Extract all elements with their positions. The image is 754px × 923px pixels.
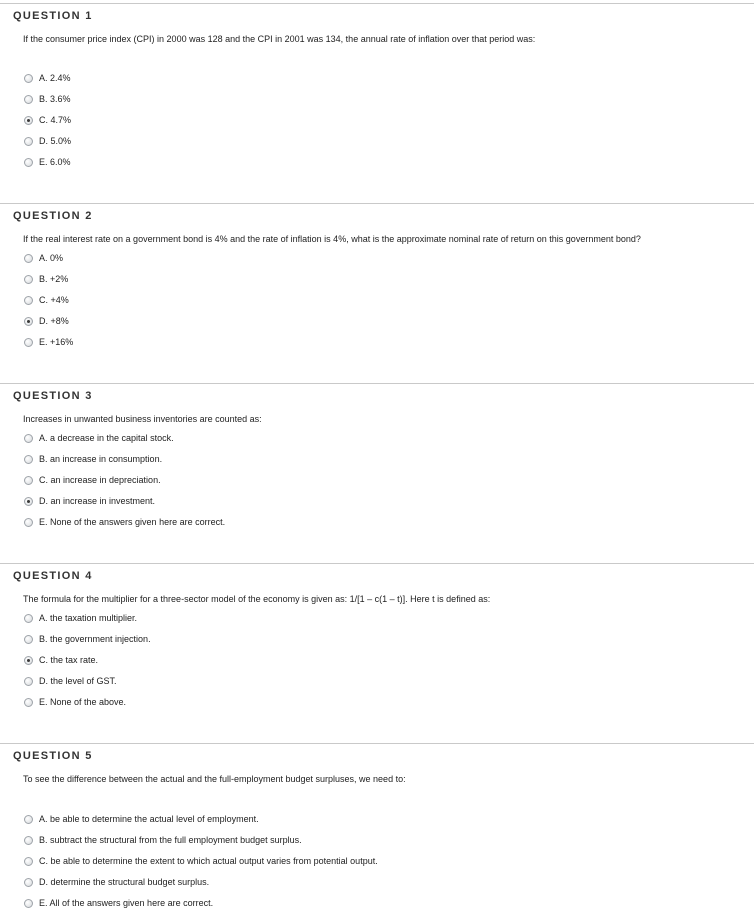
radio-button[interactable] xyxy=(24,74,33,83)
radio-button[interactable] xyxy=(24,254,33,263)
answer-label: B. the government injection. xyxy=(39,633,151,644)
answer-label: B. subtract the structural from the full employment budget surplus. xyxy=(39,834,302,845)
answer-option-b[interactable] xyxy=(24,268,73,289)
radio-button[interactable] xyxy=(24,476,33,485)
radio-button[interactable] xyxy=(24,137,33,146)
answer-option-e[interactable] xyxy=(24,892,378,913)
answer-options xyxy=(24,427,225,532)
answer-label: D. an increase in investment. xyxy=(39,495,156,506)
radio-button[interactable] xyxy=(24,635,33,644)
answer-label: A. be able to determine the actual level of employment. xyxy=(39,813,259,824)
answer-label: E. All of the answers given here are correct. xyxy=(39,897,214,908)
question-heading: QUESTION 5 xyxy=(13,750,93,762)
answer-option-d[interactable] xyxy=(24,670,151,691)
radio-button[interactable] xyxy=(24,878,33,887)
radio-button[interactable] xyxy=(24,317,33,326)
answer-label: C. be able to determine the extent to which actual output varies from potential output. xyxy=(39,855,378,866)
answer-options xyxy=(24,67,71,172)
answer-label: B. an increase in consumption. xyxy=(39,453,163,464)
question-heading: QUESTION 2 xyxy=(13,210,93,222)
answer-label: B. 3.6% xyxy=(39,93,71,104)
radio-button[interactable] xyxy=(24,296,33,305)
radio-button[interactable] xyxy=(24,857,33,866)
answer-label: A. a decrease in the capital stock. xyxy=(39,432,174,443)
answer-label: D. 5.0% xyxy=(39,135,72,146)
answer-option-e[interactable] xyxy=(24,331,73,352)
radio-button[interactable] xyxy=(24,95,33,104)
answer-option-a[interactable] xyxy=(24,607,151,628)
answer-option-b[interactable] xyxy=(24,628,151,649)
answer-label: D. +8% xyxy=(39,315,69,326)
answer-option-e[interactable] xyxy=(24,151,71,172)
answer-label: A. 2.4% xyxy=(39,72,71,83)
radio-button[interactable] xyxy=(24,497,33,506)
answer-label: C. an increase in depreciation. xyxy=(39,474,161,485)
answer-option-a[interactable] xyxy=(24,808,378,829)
answer-label: A. 0% xyxy=(39,252,64,263)
answer-label: E. None of the answers given here are correct. xyxy=(39,516,226,527)
radio-button[interactable] xyxy=(24,518,33,527)
answer-option-c[interactable] xyxy=(24,850,378,871)
answer-label: C. +4% xyxy=(39,294,69,305)
question-text: Increases in unwanted business inventories are counted as: xyxy=(23,414,262,424)
question-1 xyxy=(0,3,754,183)
answer-option-c[interactable] xyxy=(24,649,151,670)
answer-label: A. the taxation multiplier. xyxy=(39,612,138,623)
radio-button[interactable] xyxy=(24,275,33,284)
radio-button[interactable] xyxy=(24,698,33,707)
radio-button[interactable] xyxy=(24,656,33,665)
answer-option-b[interactable] xyxy=(24,88,71,109)
question-3 xyxy=(0,383,754,563)
answer-option-d[interactable] xyxy=(24,490,225,511)
answer-option-d[interactable] xyxy=(24,310,73,331)
answer-options xyxy=(24,247,73,352)
answer-option-c[interactable] xyxy=(24,469,225,490)
answer-option-a[interactable] xyxy=(24,67,71,88)
radio-button[interactable] xyxy=(24,116,33,125)
radio-button[interactable] xyxy=(24,677,33,686)
answer-option-c[interactable] xyxy=(24,109,71,130)
radio-button[interactable] xyxy=(24,434,33,443)
question-text: The formula for the multiplier for a three-sector model of the economy is given as: 1/[1 – c(1 – t)]. Here t is defined as: xyxy=(23,594,491,604)
radio-button[interactable] xyxy=(24,815,33,824)
answer-option-c[interactable] xyxy=(24,289,73,310)
answer-label: D. the level of GST. xyxy=(39,675,117,686)
question-text: If the consumer price index (CPI) in 2000 was 128 and the CPI in 2001 was 134, the annual rate of inflation over that period was: xyxy=(23,34,536,44)
answer-label: D. determine the structural budget surplus. xyxy=(39,876,210,887)
question-2 xyxy=(0,203,754,383)
answer-option-d[interactable] xyxy=(24,871,378,892)
radio-button[interactable] xyxy=(24,338,33,347)
radio-button[interactable] xyxy=(24,455,33,464)
answer-label: C. 4.7% xyxy=(39,114,72,125)
radio-button[interactable] xyxy=(24,614,33,623)
answer-option-b[interactable] xyxy=(24,448,225,469)
answer-option-a[interactable] xyxy=(24,247,73,268)
answer-option-a[interactable] xyxy=(24,427,225,448)
question-text: If the real interest rate on a government bond is 4% and the rate of inflation is 4%, what is the approximate nominal rate of return on this government bond? xyxy=(23,234,641,244)
answer-label: E. 6.0% xyxy=(39,156,71,167)
answer-option-e[interactable] xyxy=(24,511,225,532)
answer-label: B. +2% xyxy=(39,273,69,284)
question-heading: QUESTION 1 xyxy=(13,10,93,22)
question-heading: QUESTION 4 xyxy=(13,570,93,582)
question-5 xyxy=(0,743,754,923)
answer-options xyxy=(24,808,378,913)
question-text: To see the difference between the actual and the full-employment budget surpluses, we need to: xyxy=(23,774,406,784)
answer-option-b[interactable] xyxy=(24,829,378,850)
question-4 xyxy=(0,563,754,743)
answer-label: E. +16% xyxy=(39,336,74,347)
question-heading: QUESTION 3 xyxy=(13,390,93,402)
answer-label: C. the tax rate. xyxy=(39,654,99,665)
radio-button[interactable] xyxy=(24,836,33,845)
radio-button[interactable] xyxy=(24,158,33,167)
radio-button[interactable] xyxy=(24,899,33,908)
answer-label: E. None of the above. xyxy=(39,696,127,707)
answer-option-e[interactable] xyxy=(24,691,151,712)
answer-options xyxy=(24,607,151,712)
answer-option-d[interactable] xyxy=(24,130,71,151)
